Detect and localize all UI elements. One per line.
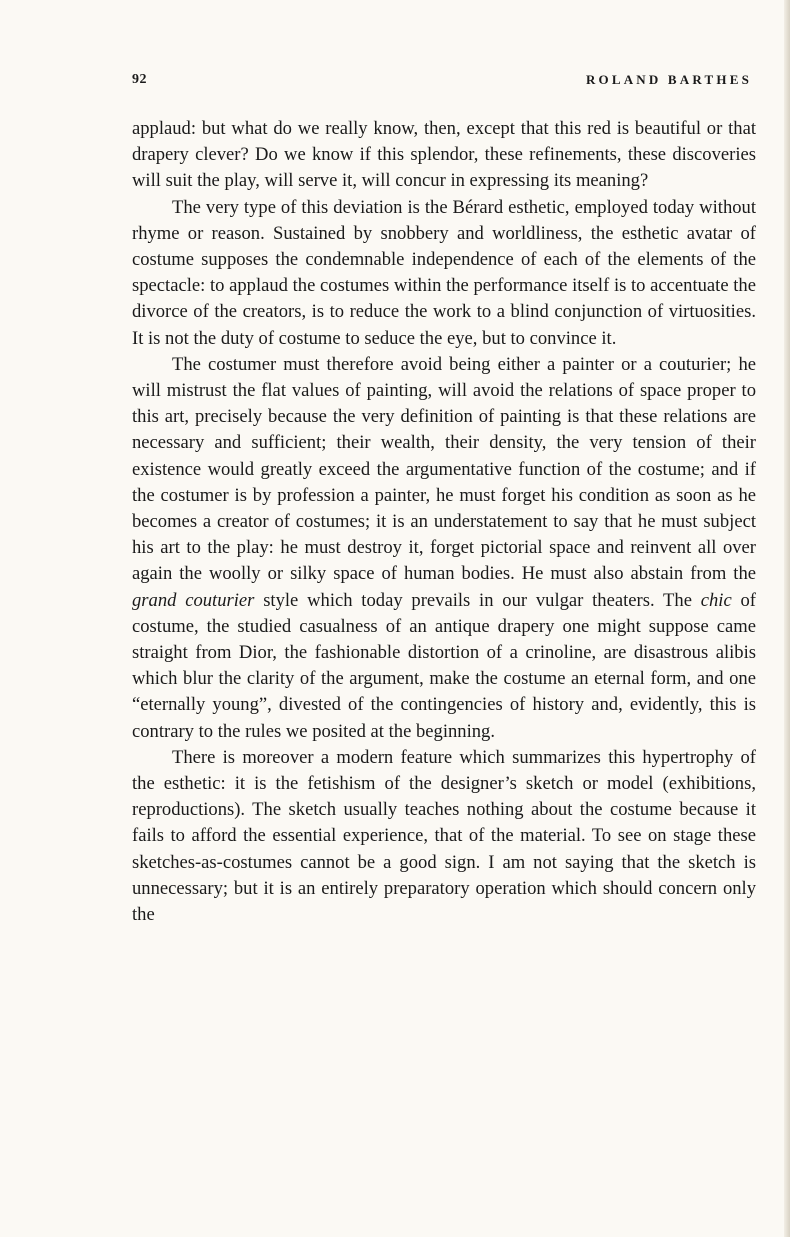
- running-title: ROLAND BARTHES: [585, 72, 752, 87]
- paragraph-3-part-1: The costumer must therefore avoid being either a painter or a couturier; he will mistrust the flat values of painting, will avoid the relations of space proper to this art, precisely because the very definition of painting is that these relations are necessary and sufficient; their wealth, their density, the very tension of their existence would greatly exceed the argumentative function of the costume; and if the costumer is by profession a painter, he must forget his condition as soon as he becomes a creator of costumes; it is an understatement to say that he must subject his art to the play: he must destroy it, forget pictorial space and reinvent all over again the woolly or silky space of human bodies. He must also abstain from the: [132, 353, 756, 585]
- paragraph-1: applaud: but what do we really know, then, except that this red is beautiful or that drapery clever? Do we know if this splendor, these refinements, these discoveries will suit the play, will serve it, will concur in expressing its meaning?: [132, 118, 756, 192]
- running-head: [132, 72, 752, 92]
- paragraph-3-part-2: style which today prevails in our vulgar theaters. The: [254, 589, 701, 611]
- paragraph-4: There is moreover a modern feature which summarizes this hypertrophy of the esthetic: it is the fetishism of the designer’s sketch or model (exhibitions, reproductions). The sketch usually teaches nothing about the costume because it fails to afford the essential experience, that of the material. To see on stage these sketches-as-costumes cannot be a good sign. I am not saying that the sketch is unnecessary; but it is an entirely preparatory operation which should concern only the: [132, 746, 756, 926]
- italic-chic: chic: [700, 589, 732, 611]
- paragraph-3-part-3: of costume, the studied casualness of an antique drapery one might suppose came straight from Dior, the fashionable distortion of a crinoline, are disastrous alibis which blur the clarity of the argument, make the costume an eternal form, and one “eternally young”, divested of the contingencies of history and, evidently, this is contrary to the rules we posited at the beginning.: [132, 589, 756, 742]
- paragraph-3: [132, 352, 756, 745]
- page-edge: [784, 0, 790, 1237]
- page-number: 92: [132, 72, 147, 87]
- italic-grand-couturier: grand couturier: [132, 589, 255, 611]
- body-text: [132, 116, 756, 928]
- paragraph-2: The very type of this deviation is the Bérard esthetic, employed today without rhyme or reason. Sustained by snobbery and worldliness, the esthetic avatar of costume supposes the condemnable independence of each of the elements of the spectacle: to applaud the costumes within the performance itself is to accentuate the divorce of the creators, is to reduce the work to a blind conjunction of virtuosities. It is not the duty of costume to seduce the eye, but to convince it.: [132, 196, 756, 349]
